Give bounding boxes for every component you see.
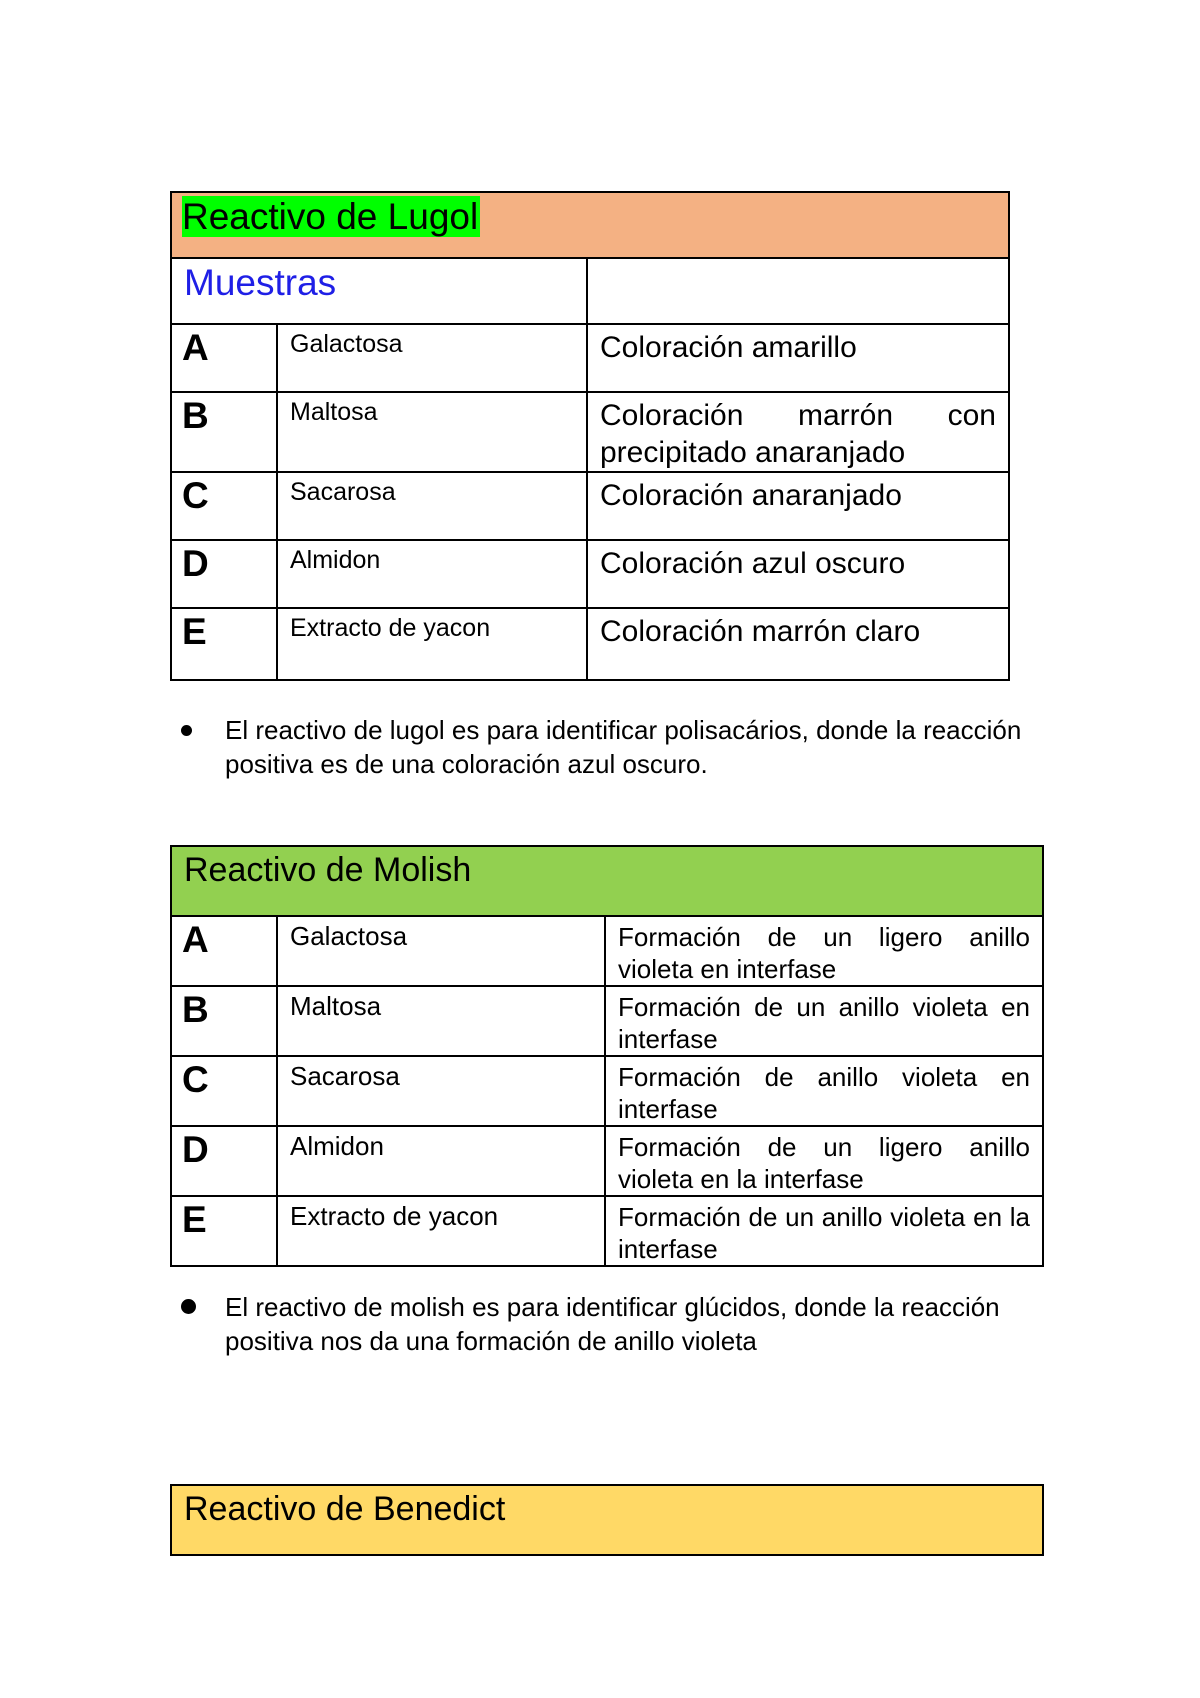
- lugol-table: [170, 191, 1010, 681]
- sample-result: Coloración marrón con precipitado anaranjado: [587, 392, 1009, 472]
- sample-result: Formación de anillo violeta en interfase: [605, 1056, 1043, 1126]
- table-row: [171, 1126, 1043, 1196]
- table-row: [171, 392, 1009, 472]
- sample-letter: A: [171, 916, 277, 986]
- sample-letter: C: [171, 1056, 277, 1126]
- sample-result: Coloración anaranjado: [587, 472, 1009, 540]
- bullet-icon: [181, 1299, 196, 1314]
- table-row: [171, 608, 1009, 680]
- sample-letter: C: [171, 472, 277, 540]
- sample-letter: D: [171, 1126, 277, 1196]
- table-row: [171, 1056, 1043, 1126]
- molish-header-row: [171, 846, 1043, 916]
- sample-letter: B: [171, 986, 277, 1056]
- sample-result: Formación de un ligero anillo violeta en interfase: [605, 916, 1043, 986]
- benedict-header-row: [171, 1485, 1043, 1555]
- lugol-samples-row: [171, 258, 1009, 324]
- molish-table: [170, 845, 1044, 1267]
- sample-result: Formación de un anillo violeta en la interfase: [605, 1196, 1043, 1266]
- lugol-samples-cell: [171, 258, 587, 324]
- table-row: [171, 986, 1043, 1056]
- sample-name: Galactosa: [277, 916, 605, 986]
- lugol-empty-cell: [587, 258, 1009, 324]
- sample-name: Sacarosa: [277, 1056, 605, 1126]
- benedict-title: Reactivo de Benedict: [171, 1485, 1043, 1555]
- table-row: [171, 916, 1043, 986]
- sample-result: Formación de un ligero anillo violeta en la interfase: [605, 1126, 1043, 1196]
- sample-letter: E: [171, 1196, 277, 1266]
- sample-name: Almidon: [277, 1126, 605, 1196]
- sample-name: Sacarosa: [277, 472, 587, 540]
- sample-name: Maltosa: [277, 392, 587, 472]
- table-row: [171, 472, 1009, 540]
- sample-letter: A: [171, 324, 277, 392]
- sample-name: Maltosa: [277, 986, 605, 1056]
- table-row: [171, 324, 1009, 392]
- sample-letter: E: [171, 608, 277, 680]
- benedict-table: [170, 1484, 1044, 1556]
- molish-note: [181, 1290, 1061, 1358]
- table-row: [171, 540, 1009, 608]
- sample-result: Formación de un anillo violeta en interfase: [605, 986, 1043, 1056]
- sample-name: Galactosa: [277, 324, 587, 392]
- sample-result: Coloración azul oscuro: [587, 540, 1009, 608]
- sample-result: Coloración amarillo: [587, 324, 1009, 392]
- sample-name: Almidon: [277, 540, 587, 608]
- lugol-header-row: [171, 192, 1009, 258]
- lugol-header-cell: [171, 192, 1009, 258]
- sample-letter: B: [171, 392, 277, 472]
- sample-name: Extracto de yacon: [277, 1196, 605, 1266]
- lugol-note-text: El reactivo de lugol es para identificar polisacários, donde la reacción positiva es de una coloración azul oscuro.: [225, 715, 1022, 779]
- bullet-icon: [181, 725, 192, 736]
- lugol-note: [181, 713, 1061, 781]
- samples-label: Muestras: [184, 262, 337, 303]
- sample-result: Coloración marrón claro: [587, 608, 1009, 680]
- molish-title: Reactivo de Molish: [171, 846, 1043, 916]
- table-row: [171, 1196, 1043, 1266]
- molish-note-text: El reactivo de molish es para identificar glúcidos, donde la reacción positiva nos da una formación de anillo violeta: [225, 1292, 1000, 1356]
- sample-letter: D: [171, 540, 277, 608]
- lugol-title: Reactivo de Lugol: [182, 196, 479, 237]
- sample-name: Extracto de yacon: [277, 608, 587, 680]
